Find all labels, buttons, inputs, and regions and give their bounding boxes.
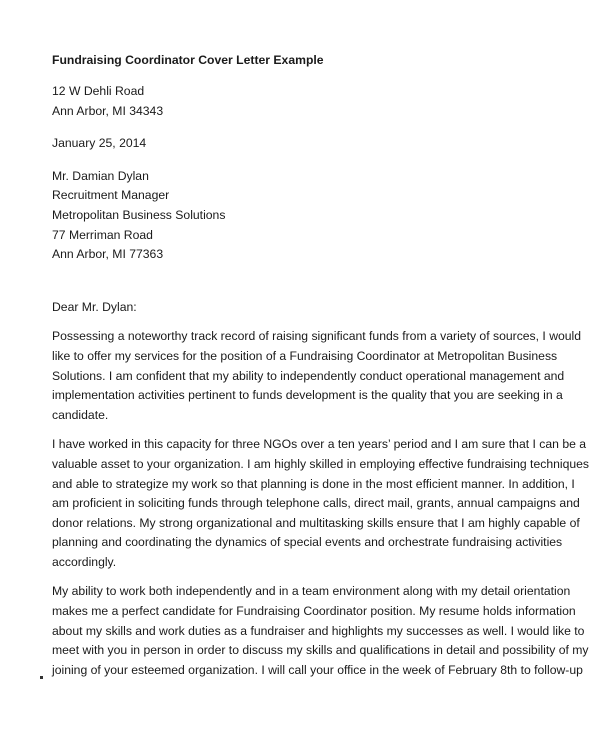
sender-address [52,82,552,121]
paragraph-line: and able to strategize my work so that planning is done in the most efficient manner. In addition, I [52,476,575,491]
paragraph-line: donor relations. My strong organizational and multitasking skills ensure that I am highly capable of [52,515,580,530]
recipient-street: 77 Merriman Road [52,227,153,242]
paragraph-line: implementation activities pertinent to funds development is the quality that you are seeking in a [52,388,563,403]
paragraph-line: about my skills and work duties as a fundraiser and highlights my successes as well. I would like to [52,623,585,638]
paragraph-line: Possessing a noteworthy track record of raising significant funds from a variety of sources, I would [52,329,582,344]
salutation: Dear Mr. Dylan: [52,299,137,314]
letter-date-block [52,134,552,154]
paragraph-line: Solutions. I am confident that my ability to independently conduct operational management and [52,368,565,383]
recipient-address [52,167,552,265]
letter-date: January 25, 2014 [52,136,147,151]
paragraph-1 [52,327,582,425]
recipient-company: Metropolitan Business Solutions [52,207,226,222]
recipient-title: Recruitment Manager [52,188,170,203]
paragraph-line: like to offer my services for the position of a Fundraising Coordinator at Metropolitan Business [52,348,558,363]
margin-mark [40,676,43,679]
document-title: Fundraising Coordinator Cover Letter Example [52,53,324,67]
paragraph-line: planning and coordinating the dynamics of special events and orchestrate fundraising activities [52,535,563,550]
paragraph-line: valuable asset to your organization. I am highly skilled in employing effective fundraising techniques [52,456,590,471]
recipient-name: Mr. Damian Dylan [52,168,149,183]
paragraph-line: I have worked in this capacity for three NGOs over a ten years’ period and I am sure that I can be a [52,437,587,452]
recipient-city: Ann Arbor, MI 77363 [52,247,164,262]
salutation-block [52,298,552,318]
paragraph-line: My ability to work both independently and in a team environment along with my detail orientation [52,584,571,599]
paragraph-3 [52,582,589,680]
paragraph-line: am proficient in soliciting funds through telephone calls, direct mail, grants, annual campaigns and [52,496,580,511]
paragraph-line: meet with you in person in order to discuss my skills and qualifications in detail and possibility of my [52,643,589,658]
sender-address-line: 12 W Dehli Road [52,84,145,98]
letter-body [52,52,590,690]
paragraph-line: accordingly. [52,554,117,569]
paragraph-line: makes me a perfect candidate for Fundraising Coordinator position. My resume holds information [52,604,576,619]
paragraph-2 [52,435,590,572]
paragraph-line: candidate. [52,407,109,422]
paragraph-line: joining of your esteemed organization. I will call your office in the week of February 8th to follow-up [52,662,583,677]
sender-address-line: Ann Arbor, MI 34343 [52,103,164,118]
